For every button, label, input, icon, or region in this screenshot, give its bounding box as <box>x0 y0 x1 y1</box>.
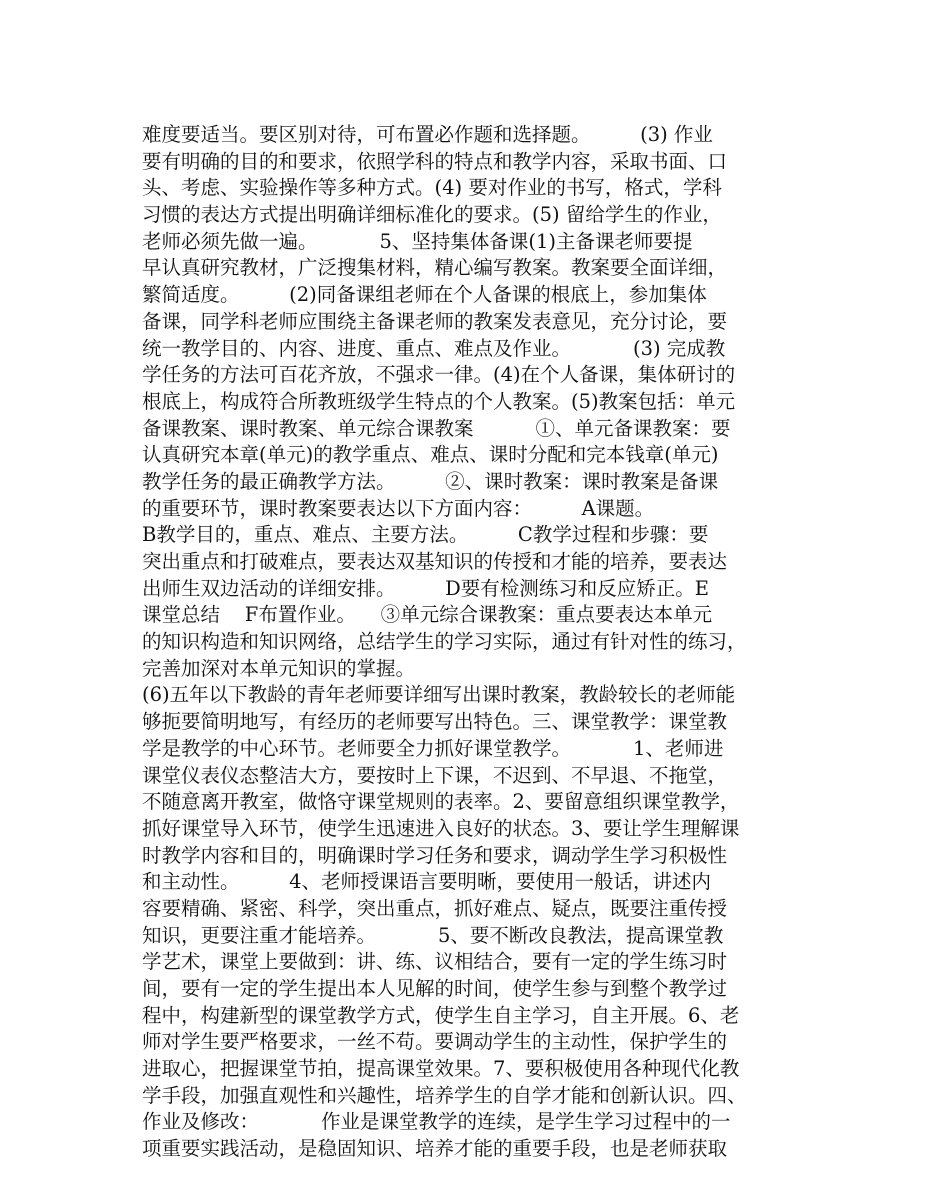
text-line: 和主动性。 4、老师授课语言要明晰，要使用一般话，讲述内 <box>142 870 711 894</box>
body-text <box>142 122 826 1163</box>
text-line: 作业及修改： 作业是课堂教学的连续，是学生学习过程中的一 <box>142 1110 731 1134</box>
text-line: 学是教学的中心环节。老师要全力抓好课堂教学。 1、老师进 <box>142 736 724 760</box>
text-line: 知识，更要注重才能培养。 5、要不断改良教法，提高课堂教 <box>142 923 724 947</box>
text-line: 繁简适度。 (2)同备课组老师在个人备课的根底上，参加集体 <box>142 283 707 307</box>
text-line: 时教学内容和目的，明确课时学习任务和要求，调动学生学习积极性 <box>142 843 728 867</box>
text-line: 抓好课堂导入环节，使学生迅速进入良好的状态。3、要让学生理解课 <box>142 816 740 840</box>
text-line: 备课，同学科老师应围绕主备课老师的教案发表意见，充分讨论，要 <box>142 309 728 333</box>
text-line: 教学任务的最正确教学方法。 ②、课时教案：课时教案是备课 <box>142 469 719 493</box>
text-line: 课堂总结 F布置作业。 ③单元综合课教案：重点要表达本单元 <box>142 603 713 627</box>
text-line: 程中，构建新型的课堂教学方式，使学生自主学习，自主开展。6、老 <box>142 1003 740 1027</box>
text-line: 头、考虑、实验操作等多种方式。(4) 要对作业的书写，格式，学科 <box>142 176 722 200</box>
text-line: 间，要有一定的学生提出本人见解的时间，使学生参与到整个教学过 <box>142 977 728 1000</box>
text-line: (6)五年以下教龄的青年老师要详细写出课时教案，教龄较长的老师能 <box>142 683 736 707</box>
text-line: 突出重点和打破难点，要表达双基知识的传授和才能的培养，要表达 <box>142 550 728 573</box>
text-line: 备课教案、课时教案、单元综合课教案 ①、单元备课教案：要 <box>142 416 731 440</box>
text-line: 学任务的方法可百花齐放，不强求一律。(4)在个人备课，集体研讨的 <box>142 363 736 387</box>
text-line: 进取心，把握课堂节拍，提高课堂效果。7、要积极使用各种现代化教 <box>142 1057 740 1081</box>
text-line: 够扼要简明地写，有经历的老师要写出特色。三、课堂教学：课堂教 <box>142 710 728 734</box>
text-line: 的重要环节，课时教案要表达以下方面内容： A课题。 <box>142 496 655 520</box>
text-line: 完善加深对本单元知识的掌握。 <box>142 656 416 680</box>
text-line: 课堂仪表仪态整洁大方，要按时上下课，不迟到、不早退、不拖堂， <box>142 763 728 787</box>
text-line: 不随意离开教室，做恪守课堂规则的表率。2、要留意组织课堂教学， <box>142 790 740 814</box>
text-line: 认真研究本章(单元)的教学重点、难点、课时分配和完本钱章(单元) <box>142 443 719 467</box>
text-line: 根底上，构成符合所教班级学生特点的个人教案。(5)教案包括：单元 <box>142 389 736 413</box>
text-line: 统一教学目的、内容、进度、重点、难点及作业。 (3) 完成教 <box>142 336 726 360</box>
text-line: 习惯的表达方式提出明确详细标准化的要求。(5) 留给学生的作业， <box>142 203 722 227</box>
text-line: 出师生双边活动的详细安排。 D要有检测练习和反应矫正。E <box>142 576 709 600</box>
text-line: 老师必须先做一遍。 5、坚持集体备课(1)主备课老师要提 <box>142 229 693 253</box>
text-line: 的知识构造和知识网络，总结学生的学习实际，通过有针对性的练习， <box>142 630 747 654</box>
text-line: B教学目的，重点、难点、主要方法。 C教学过程和步骤：要 <box>142 523 709 547</box>
text-line: 学艺术，课堂上要做到：讲、练、议相结合，要有一定的学生练习时 <box>142 950 728 974</box>
text-line: 项重要实践活动，是稳固知识、培养才能的重要手段，也是老师获取 <box>142 1137 728 1161</box>
text-line: 难度要适当。要区别对待，可布置必作题和选择题。 (3) 作业 <box>142 123 713 146</box>
text-line: 容要精确、紧密、科学，突出重点，抓好难点、疑点，既要注重传授 <box>142 896 728 920</box>
text-line: 要有明确的目的和要求，依照学科的特点和教学内容，采取书面、口 <box>142 149 728 173</box>
text-line: 学手段，加强直观性和兴趣性，培养学生的自学才能和创新认识。四、 <box>142 1083 747 1107</box>
text-line: 早认真研究教材，广泛搜集材料，精心编写教案。教案要全面详细， <box>142 256 728 280</box>
text-line: 师对学生要严格要求，一丝不苟。要调动学生的主动性，保护学生的 <box>142 1030 728 1054</box>
